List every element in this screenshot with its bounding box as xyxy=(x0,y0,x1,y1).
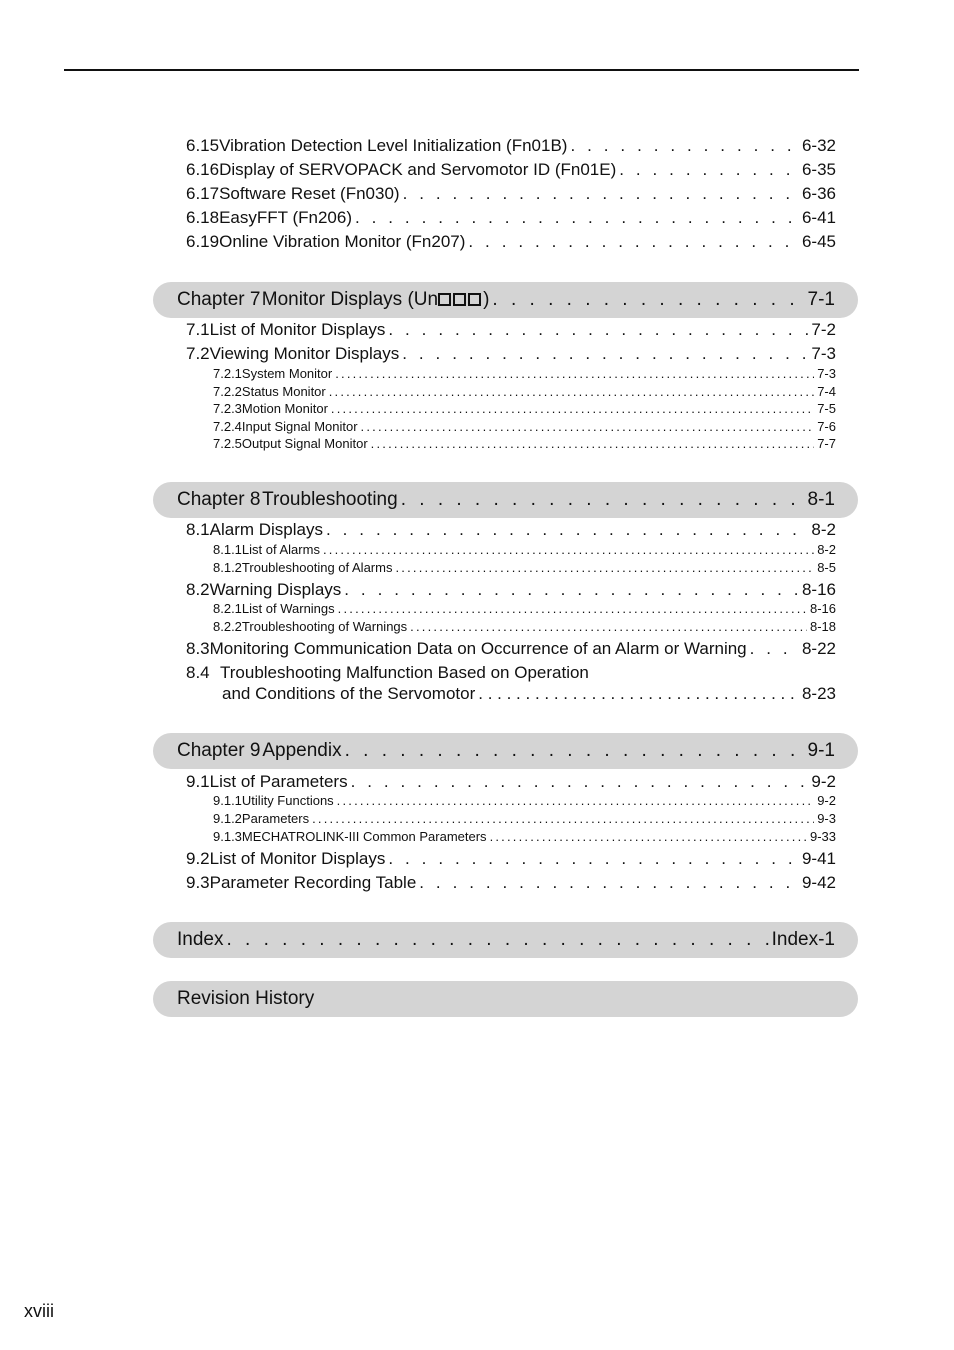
chapter-7-band[interactable] xyxy=(153,282,858,318)
top-rule xyxy=(64,69,859,71)
dot-leader xyxy=(570,136,798,156)
toc-entry-8-4[interactable] xyxy=(186,663,836,683)
section-number: 9.2 xyxy=(186,849,210,868)
dot-leader xyxy=(388,320,808,340)
toc-entry-6-16[interactable] xyxy=(186,160,836,180)
subsection-number: 7.2.4 xyxy=(213,419,242,434)
dot-leader xyxy=(468,232,799,252)
section-number: 8.1 xyxy=(186,520,210,539)
page-number: xviii xyxy=(24,1301,54,1321)
section-title: List of Monitor Displays xyxy=(209,849,386,868)
index-band[interactable] xyxy=(153,922,858,958)
section-title: List of Monitor Displays xyxy=(209,320,386,339)
section-title: List of Parameters xyxy=(209,772,348,791)
page-ref: 7-4 xyxy=(817,384,836,399)
dot-leader xyxy=(338,601,807,616)
page-ref: 9-2 xyxy=(817,793,836,808)
section-title: Parameter Recording Table xyxy=(209,873,417,892)
subsection-number: 7.2.3 xyxy=(213,401,242,416)
page-ref: 7-7 xyxy=(817,436,836,451)
subsection-number: 8.2.1 xyxy=(213,601,242,616)
subsection-title: MECHATROLINK-III Common Parameters xyxy=(241,829,487,844)
subsection-number: 7.2.1 xyxy=(213,366,242,381)
dot-leader xyxy=(335,366,814,381)
page-ref: 7-3 xyxy=(811,344,836,363)
subsection-number: 8.1.2 xyxy=(213,560,242,575)
page-ref: 8-2 xyxy=(817,542,836,557)
subsection-title: Input Signal Monitor xyxy=(241,419,358,434)
subsection-number: 8.2.2 xyxy=(213,619,242,634)
section-title: Viewing Monitor Displays xyxy=(209,344,400,363)
section-title-continued: and Conditions of the Servomotor xyxy=(222,684,476,703)
page-ref: 8-16 xyxy=(809,601,836,616)
toc-entry-9-3[interactable] xyxy=(186,873,836,893)
subsection-title: List of Warnings xyxy=(241,601,335,616)
toc-entry-8-2[interactable] xyxy=(186,580,836,600)
page-ref: 7-3 xyxy=(817,366,836,381)
section-title: EasyFFT (Fn206) xyxy=(219,208,352,227)
toc-entry-6-15[interactable] xyxy=(186,136,836,156)
toc-entry-6-18[interactable] xyxy=(186,208,836,228)
section-number: 8.3 xyxy=(186,639,210,658)
subsection-title: Output Signal Monitor xyxy=(241,436,368,451)
section-title: Display of SERVOPACK and Servomotor ID (Fn01E) xyxy=(219,160,617,179)
page-ref: Index-1 xyxy=(771,929,835,950)
section-number: 7.2 xyxy=(186,344,210,363)
dot-leader xyxy=(329,384,814,399)
section-number: 6.16 xyxy=(186,160,220,179)
toc-entry-9-2[interactable] xyxy=(186,849,836,869)
dot-leader xyxy=(351,772,809,792)
page-ref: 6-41 xyxy=(801,208,836,227)
toc-entry-9-1-3[interactable] xyxy=(213,829,836,844)
dot-leader xyxy=(419,873,799,893)
chapter-title: Appendix xyxy=(262,740,342,761)
subsection-title: Status Monitor xyxy=(241,384,326,399)
page-ref: 8-1 xyxy=(807,489,835,510)
section-title: Troubleshooting Malfunction Based on Operation xyxy=(220,663,589,682)
toc-entry-7-2-1[interactable] xyxy=(213,366,836,381)
page-ref: 9-1 xyxy=(807,740,835,761)
section-title: Monitoring Communication Data on Occurrence of an Alarm or Warning xyxy=(209,639,747,658)
subsection-title: Motion Monitor xyxy=(241,401,328,416)
page-ref: 8-16 xyxy=(801,580,836,599)
dot-leader xyxy=(478,684,799,704)
section-title: Warning Displays xyxy=(209,580,342,599)
toc-entry-6-17[interactable] xyxy=(186,184,836,204)
dot-leader xyxy=(388,849,799,869)
subsection-number: 7.2.5 xyxy=(213,436,242,451)
dot-leader xyxy=(312,811,814,826)
page-ref: 9-2 xyxy=(811,772,836,791)
toc-entry-7-1[interactable] xyxy=(186,320,836,340)
dot-leader xyxy=(361,419,815,434)
chapter-8-band[interactable] xyxy=(153,482,858,518)
page-ref: 9-33 xyxy=(809,829,836,844)
page-ref: 9-41 xyxy=(801,849,836,868)
section-number: 8.2 xyxy=(186,580,210,599)
page-ref: 8-5 xyxy=(817,560,836,575)
dot-leader xyxy=(492,289,804,311)
dot-leader xyxy=(345,740,805,762)
chapter-label: Chapter 7 xyxy=(177,289,261,310)
toc-entry-7-2-2[interactable] xyxy=(213,384,836,399)
dot-leader xyxy=(331,401,814,416)
section-title: Vibration Detection Level Initialization (Fn01B) xyxy=(219,136,568,155)
placeholder-box-icon xyxy=(468,293,481,306)
chapter-label: Chapter 8 xyxy=(177,489,261,510)
dot-leader xyxy=(337,793,815,808)
dot-leader xyxy=(371,436,815,451)
page-ref: 8-2 xyxy=(811,520,836,539)
dot-leader xyxy=(619,160,799,180)
placeholder-box-icon xyxy=(438,293,451,306)
page-ref: 8-22 xyxy=(801,639,836,658)
dot-leader xyxy=(402,344,808,364)
subsection-title: Parameters xyxy=(241,811,310,826)
toc-entry-8-2-2[interactable] xyxy=(213,619,836,634)
dot-leader xyxy=(326,520,808,540)
chapter-label: Chapter 9 xyxy=(177,740,261,761)
page-ref: 9-42 xyxy=(801,873,836,892)
subsection-number: 9.1.2 xyxy=(213,811,242,826)
page-ref: 6-36 xyxy=(801,184,836,203)
dot-leader xyxy=(401,489,805,511)
revision-history-title: Revision History xyxy=(177,988,315,1009)
toc-entry-8-4-continued[interactable] xyxy=(222,684,836,704)
section-title: Alarm Displays xyxy=(209,520,323,539)
page-ref: 6-32 xyxy=(801,136,836,155)
dot-leader xyxy=(226,929,768,951)
toc-entry-8-1-2[interactable] xyxy=(213,560,836,575)
dot-leader xyxy=(355,208,799,228)
revision-history-band[interactable] xyxy=(153,981,858,1017)
dot-leader xyxy=(490,829,807,844)
toc-entry-8-3[interactable] xyxy=(186,639,836,659)
toc-entry-7-2-5[interactable] xyxy=(213,436,836,451)
section-number: 6.19 xyxy=(186,232,220,251)
dot-leader xyxy=(344,580,799,600)
page-ref: 6-45 xyxy=(801,232,836,251)
section-number: 6.15 xyxy=(186,136,220,155)
toc-entry-8-1-1[interactable] xyxy=(213,542,836,557)
subsection-number: 9.1.3 xyxy=(213,829,242,844)
subsection-number: 8.1.1 xyxy=(213,542,242,557)
page-ref: 7-2 xyxy=(811,320,836,339)
section-title: Online Vibration Monitor (Fn207) xyxy=(219,232,466,251)
section-number: 9.1 xyxy=(186,772,210,791)
toc-entry-9-1-2[interactable] xyxy=(213,811,836,826)
section-number: 8.4 xyxy=(186,663,210,682)
subsection-title: Utility Functions xyxy=(241,793,334,808)
page-ref: 9-3 xyxy=(817,811,836,826)
page-ref: 7-1 xyxy=(807,289,835,310)
section-number: 6.18 xyxy=(186,208,220,227)
section-number: 6.17 xyxy=(186,184,220,203)
dot-leader xyxy=(410,619,807,634)
page-ref: 8-23 xyxy=(801,684,836,703)
subsection-title: System Monitor xyxy=(241,366,333,381)
placeholder-box-icon xyxy=(453,293,466,306)
section-title: Software Reset (Fn030) xyxy=(219,184,400,203)
toc-entry-8-1[interactable] xyxy=(186,520,836,540)
toc-entry-7-2[interactable] xyxy=(186,344,836,364)
toc-entry-7-2-3[interactable] xyxy=(213,401,836,416)
toc-entry-9-1-1[interactable] xyxy=(213,793,836,808)
page-ref: 6-35 xyxy=(801,160,836,179)
chapter-title: Monitor Displays (Un ) xyxy=(261,289,490,310)
dot-leader xyxy=(323,542,814,557)
page-ref: 7-5 xyxy=(817,401,836,416)
index-title: Index xyxy=(177,929,224,950)
subsection-title: List of Alarms xyxy=(241,542,320,557)
chapter-9-band[interactable] xyxy=(153,733,858,769)
page-ref: 7-6 xyxy=(817,419,836,434)
dot-leader xyxy=(395,560,814,575)
dot-leader xyxy=(750,639,799,659)
subsection-number: 7.2.2 xyxy=(213,384,242,399)
page-ref: 8-18 xyxy=(809,619,836,634)
chapter-title: Troubleshooting xyxy=(262,489,398,510)
section-number: 9.3 xyxy=(186,873,210,892)
section-number: 7.1 xyxy=(186,320,210,339)
subsection-number: 9.1.1 xyxy=(213,793,242,808)
toc-entry-7-2-4[interactable] xyxy=(213,419,836,434)
dot-leader xyxy=(403,184,799,204)
toc-entry-9-1[interactable] xyxy=(186,772,836,792)
toc-entry-8-2-1[interactable] xyxy=(213,601,836,616)
subsection-title: Troubleshooting of Warnings xyxy=(241,619,408,634)
toc-entry-6-19[interactable] xyxy=(186,232,836,252)
subsection-title: Troubleshooting of Alarms xyxy=(241,560,393,575)
